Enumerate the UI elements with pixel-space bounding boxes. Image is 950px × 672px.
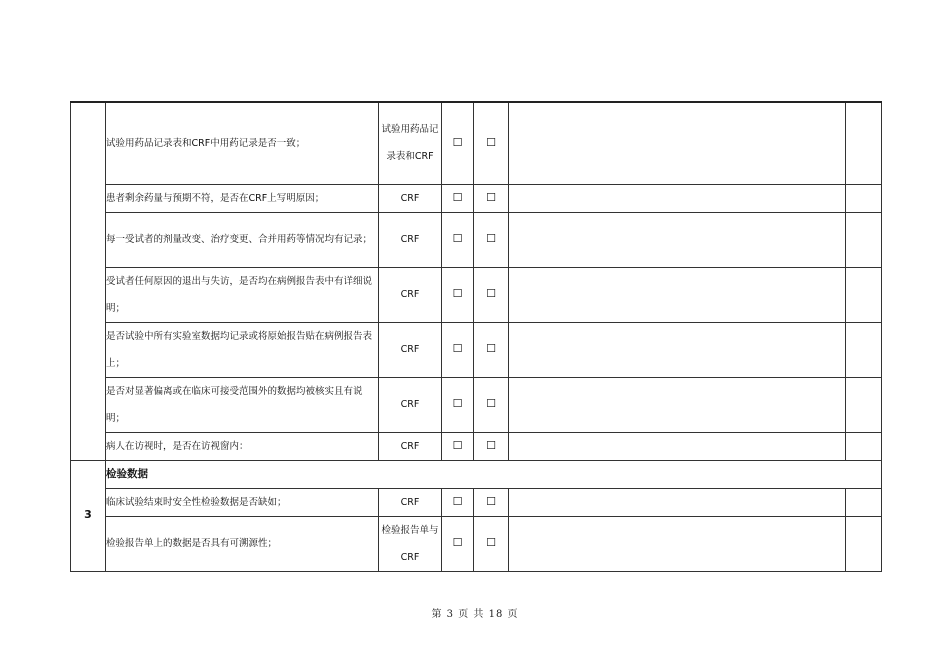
section-number-cell: [71, 102, 106, 460]
checkbox-no[interactable]: ☐: [474, 432, 509, 460]
item-cell: 患者剩余药量与预期不符，是否在CRF上写明原因；: [106, 184, 379, 212]
extra-cell: [846, 488, 882, 516]
extra-cell: [846, 184, 882, 212]
source-cell: 试验用药品记录表和CRF: [379, 102, 442, 184]
section-header-row: [71, 460, 882, 488]
item-cell: 受试者任何原因的退出与失访，是否均在病例报告表中有详细说明；: [106, 267, 379, 322]
checkbox-yes[interactable]: ☐: [442, 516, 474, 571]
remarks-cell: [509, 432, 846, 460]
extra-cell: [846, 432, 882, 460]
checkbox-no[interactable]: ☐: [474, 102, 509, 184]
checkbox-yes[interactable]: ☐: [442, 184, 474, 212]
section-number: 3: [71, 460, 106, 571]
table-row: [71, 377, 882, 432]
remarks-cell: [509, 488, 846, 516]
checkbox-no[interactable]: ☐: [474, 212, 509, 267]
item-cell: 是否试验中所有实验室数据均记录或将原始报告贴在病例报告表上；: [106, 322, 379, 377]
checkbox-yes[interactable]: ☐: [442, 212, 474, 267]
source-cell: CRF: [379, 212, 442, 267]
checkbox-yes[interactable]: ☐: [442, 488, 474, 516]
checkbox-yes[interactable]: ☐: [442, 432, 474, 460]
source-cell: 检验报告单与CRF: [379, 516, 442, 571]
table-row: [71, 184, 882, 212]
source-cell: CRF: [379, 488, 442, 516]
item-cell: 临床试验结束时安全性检验数据是否缺如；: [106, 488, 379, 516]
page-footer: 第 3 页 共 18 页: [431, 609, 519, 620]
source-cell: CRF: [379, 267, 442, 322]
item-cell: 是否对显著偏离或在临床可接受范围外的数据均被核实且有说明；: [106, 377, 379, 432]
section-title: 检验数据: [106, 460, 882, 488]
remarks-cell: [509, 102, 846, 184]
extra-cell: [846, 267, 882, 322]
remarks-cell: [509, 377, 846, 432]
remarks-cell: [509, 322, 846, 377]
checkbox-no[interactable]: ☐: [474, 488, 509, 516]
source-cell: CRF: [379, 322, 442, 377]
checkbox-yes[interactable]: ☐: [442, 377, 474, 432]
table-row: [71, 267, 882, 322]
source-cell: CRF: [379, 184, 442, 212]
item-cell: 检验报告单上的数据是否具有可溯源性；: [106, 516, 379, 571]
checkbox-no[interactable]: ☐: [474, 184, 509, 212]
checkbox-yes[interactable]: ☐: [442, 102, 474, 184]
table-row: [71, 322, 882, 377]
checkbox-yes[interactable]: ☐: [442, 267, 474, 322]
source-cell: CRF: [379, 432, 442, 460]
table-row: [71, 102, 882, 184]
item-cell: 病人在访视时，是否在访视窗内：: [106, 432, 379, 460]
remarks-cell: [509, 184, 846, 212]
extra-cell: [846, 212, 882, 267]
checkbox-yes[interactable]: ☐: [442, 322, 474, 377]
checkbox-no[interactable]: ☐: [474, 322, 509, 377]
extra-cell: [846, 516, 882, 571]
extra-cell: [846, 322, 882, 377]
table-row: [71, 488, 882, 516]
remarks-cell: [509, 516, 846, 571]
extra-cell: [846, 102, 882, 184]
checkbox-no[interactable]: ☐: [474, 267, 509, 322]
item-cell: 每一受试者的剂量改变、治疗变更、合并用药等情况均有记录；: [106, 212, 379, 267]
checkbox-no[interactable]: ☐: [474, 516, 509, 571]
table-row: [71, 212, 882, 267]
checkbox-no[interactable]: ☐: [474, 377, 509, 432]
extra-cell: [846, 377, 882, 432]
remarks-cell: [509, 267, 846, 322]
table-row: [71, 516, 882, 571]
remarks-cell: [509, 212, 846, 267]
item-cell: 试验用药品记录表和CRF中用药记录是否一致；: [106, 102, 379, 184]
checklist-table: [70, 101, 882, 572]
table-row: [71, 432, 882, 460]
source-cell: CRF: [379, 377, 442, 432]
